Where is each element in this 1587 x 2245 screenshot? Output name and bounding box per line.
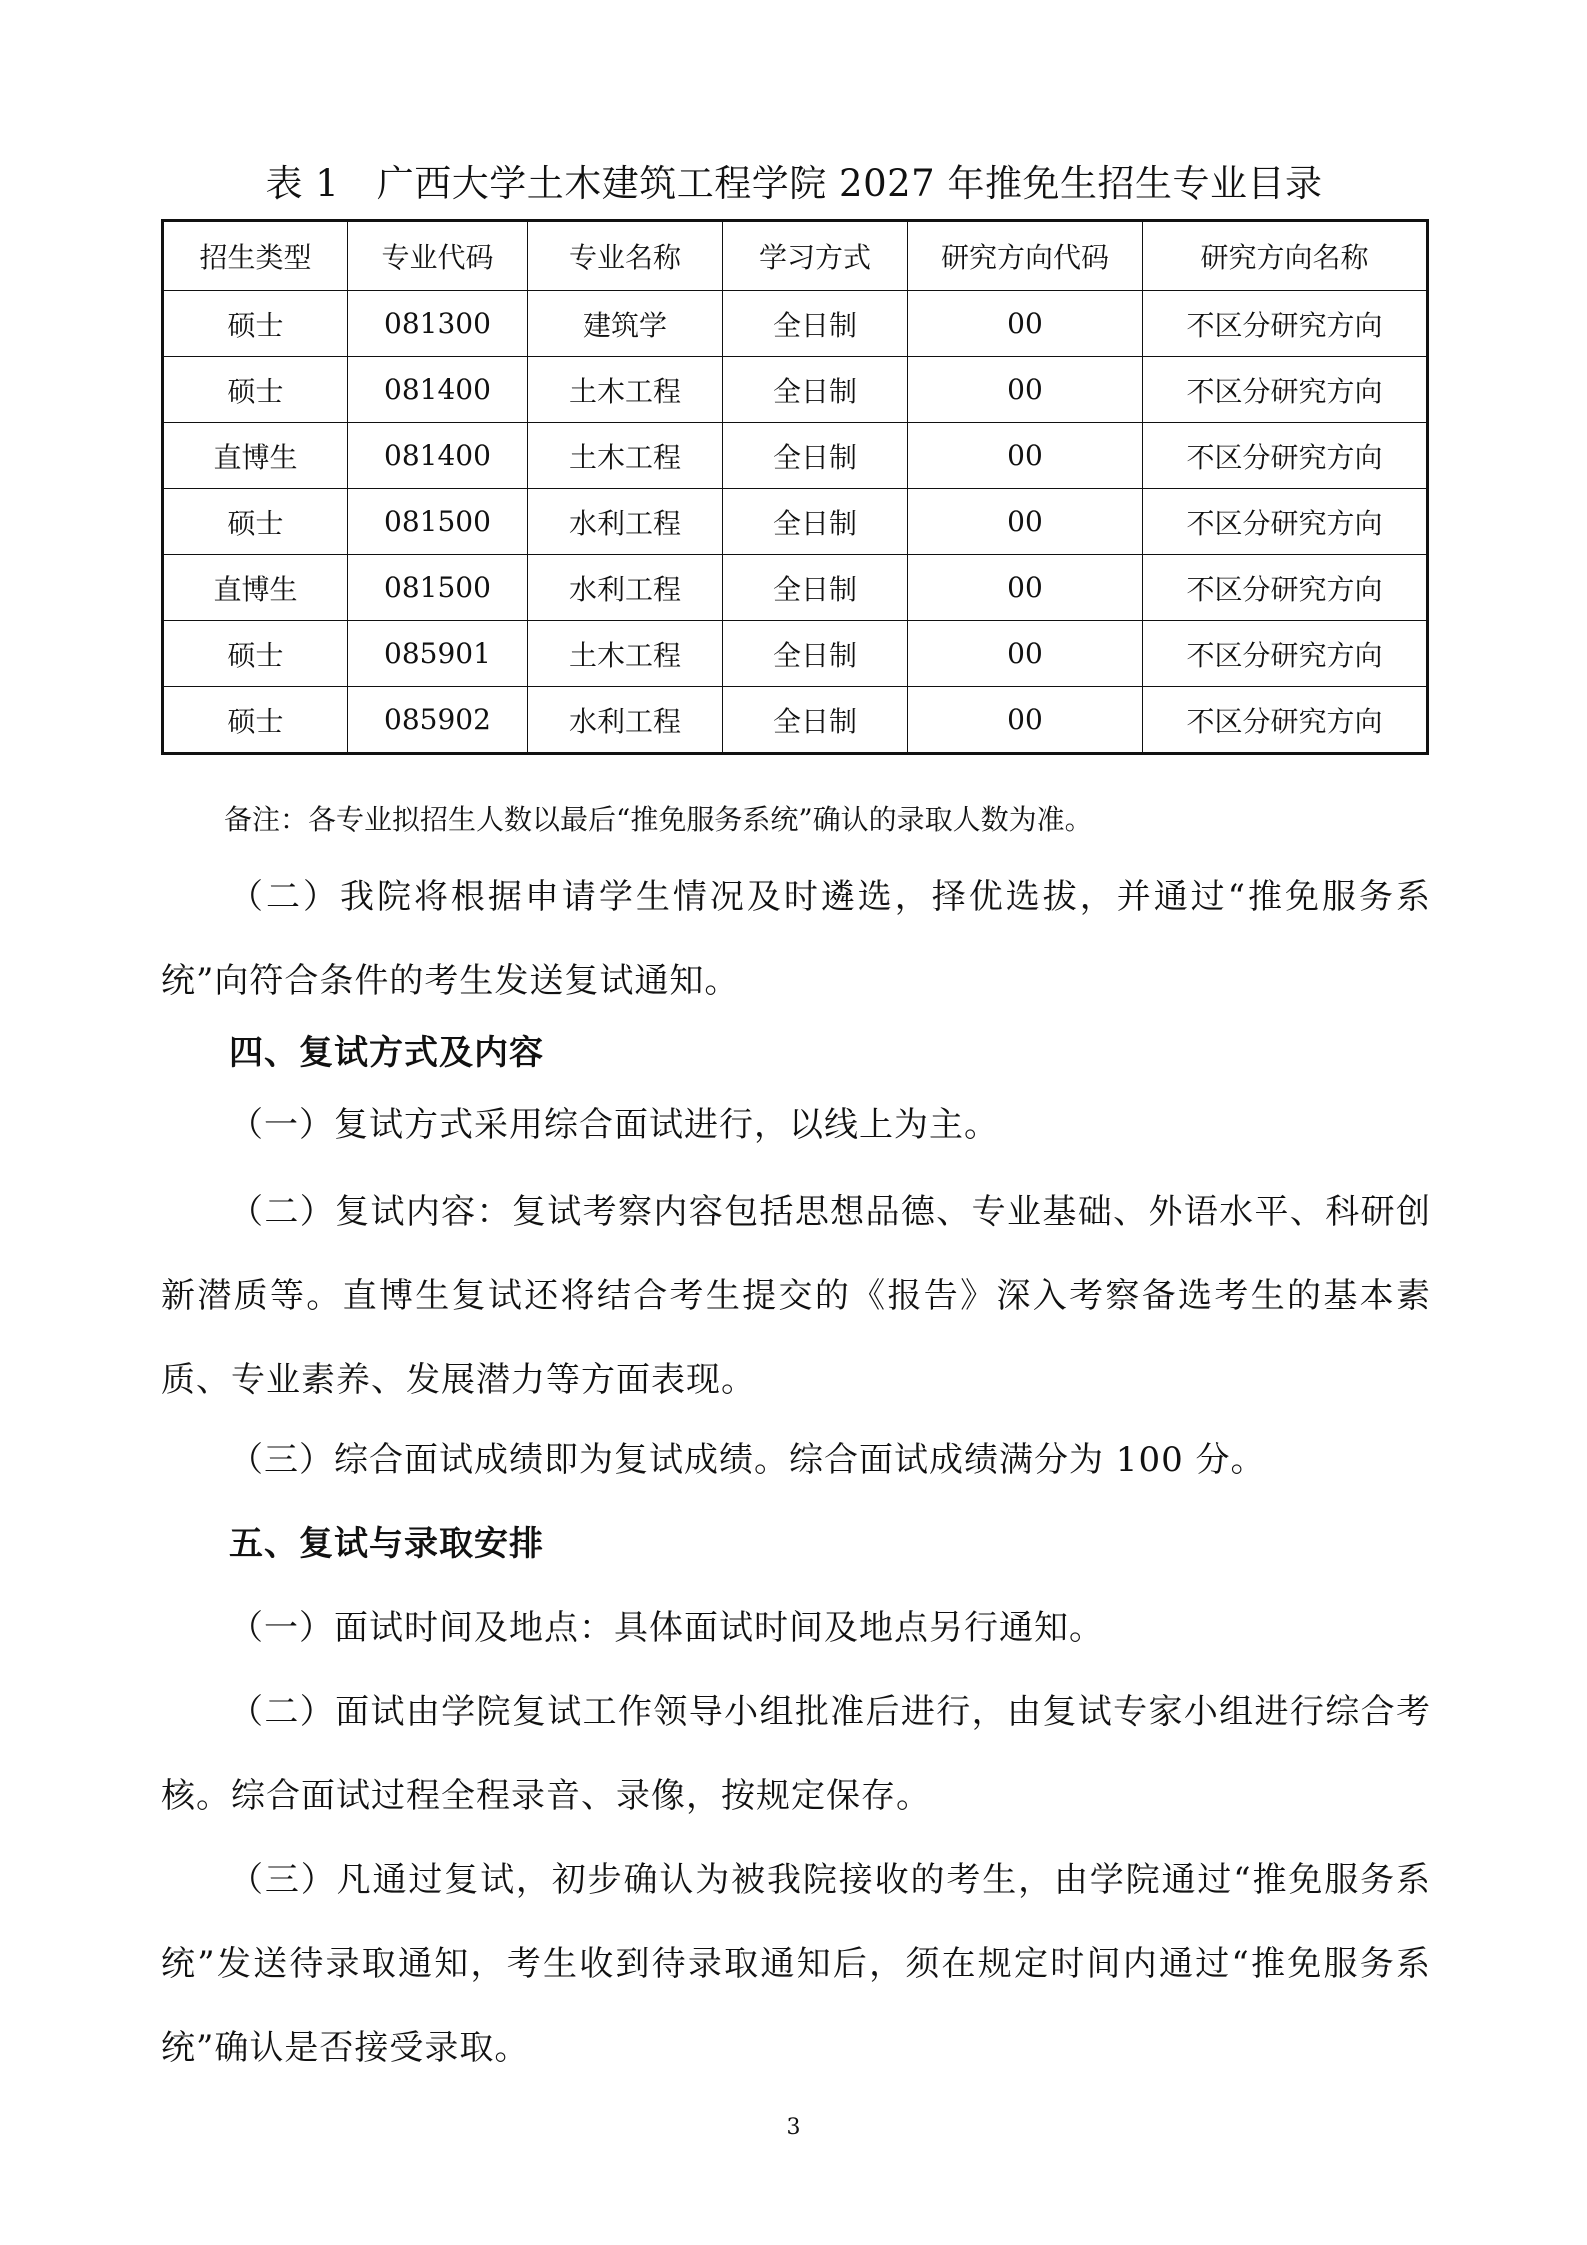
header-research-code: 研究方向代码 [908, 221, 1143, 291]
page-number: 3 [786, 2115, 801, 2140]
cell-study-mode: 全日制 [723, 489, 908, 555]
paragraph-interview-content: （二）复试内容：复试考察内容包括思想品德、专业基础、外语水平、科研创新潜质等。直博生复试还将结合考生提交的《报告》深入考察备选考生的基本素质、专业素养、发展潜力等方面表现。 [161, 1192, 1431, 1400]
cell-research-code: 00 [908, 621, 1143, 687]
cell-study-mode: 全日制 [723, 357, 908, 423]
table-row [163, 555, 1428, 621]
cell-major-code: 085901 [348, 621, 528, 687]
header-major-name: 专业名称 [528, 221, 723, 291]
cell-major-name: 水利工程 [528, 489, 723, 555]
cell-major-name: 建筑学 [528, 291, 723, 357]
table-header-row [163, 221, 1428, 291]
cell-research-code: 00 [908, 357, 1143, 423]
header-study-mode: 学习方式 [723, 221, 908, 291]
cell-research-code: 00 [908, 555, 1143, 621]
cell-research-name: 不区分研究方向 [1143, 291, 1428, 357]
table-title: 表 1 广西大学土木建筑工程学院 2027 年推免生招生专业目录 [265, 162, 1323, 205]
cell-research-name: 不区分研究方向 [1143, 423, 1428, 489]
paragraph-interview-time-place: （一）面试时间及地点：具体面试时间及地点另行通知。 [229, 1608, 1104, 1648]
cell-enrollment-type: 硕士 [163, 621, 348, 687]
table-note: 备注：各专业拟招生人数以最后“推免服务系统”确认的录取人数为准。 [224, 803, 1093, 836]
table-row [163, 489, 1428, 555]
paragraph-screening: （二）我院将根据申请学生情况及时遴选，择优选拔，并通过“推免服务系统”向符合条件的考生发送复试通知。 [161, 877, 1431, 1001]
cell-major-code: 081400 [348, 357, 528, 423]
cell-study-mode: 全日制 [723, 621, 908, 687]
cell-study-mode: 全日制 [723, 555, 908, 621]
cell-research-name: 不区分研究方向 [1143, 555, 1428, 621]
cell-major-name: 土木工程 [528, 621, 723, 687]
cell-research-code: 00 [908, 423, 1143, 489]
cell-major-code: 081400 [348, 423, 528, 489]
paragraph-admission-confirmation: （三）凡通过复试，初步确认为被我院接收的考生，由学院通过“推免服务系统”发送待录取通知，考生收到待录取通知后，须在规定时间内通过“推免服务系统”确认是否接受录取。 [161, 1860, 1431, 2068]
paragraph-interview-procedure: （二）面试由学院复试工作领导小组批准后进行，由复试专家小组进行综合考核。综合面试过程全程录音、录像，按规定保存。 [161, 1692, 1431, 1816]
cell-major-code: 081300 [348, 291, 528, 357]
table-row [163, 357, 1428, 423]
table-row [163, 423, 1428, 489]
cell-major-name: 土木工程 [528, 357, 723, 423]
cell-research-code: 00 [908, 687, 1143, 754]
table-row [163, 621, 1428, 687]
cell-research-name: 不区分研究方向 [1143, 489, 1428, 555]
table-row [163, 291, 1428, 357]
cell-study-mode: 全日制 [723, 291, 908, 357]
table-row [163, 687, 1428, 754]
cell-major-code: 081500 [348, 555, 528, 621]
cell-enrollment-type: 直博生 [163, 423, 348, 489]
header-research-name: 研究方向名称 [1143, 221, 1428, 291]
cell-study-mode: 全日制 [723, 423, 908, 489]
cell-research-name: 不区分研究方向 [1143, 621, 1428, 687]
cell-enrollment-type: 硕士 [163, 687, 348, 754]
section-heading-interview-method: 四、复试方式及内容 [229, 1033, 544, 1073]
header-major-code: 专业代码 [348, 221, 528, 291]
cell-major-code: 081500 [348, 489, 528, 555]
paragraph-interview-score: （三）综合面试成绩即为复试成绩。综合面试成绩满分为 100 分。 [229, 1440, 1266, 1480]
cell-research-name: 不区分研究方向 [1143, 357, 1428, 423]
cell-major-name: 水利工程 [528, 555, 723, 621]
cell-enrollment-type: 硕士 [163, 357, 348, 423]
cell-major-name: 水利工程 [528, 687, 723, 754]
cell-research-code: 00 [908, 489, 1143, 555]
cell-enrollment-type: 直博生 [163, 555, 348, 621]
cell-research-code: 00 [908, 291, 1143, 357]
header-enrollment-type: 招生类型 [163, 221, 348, 291]
cell-major-name: 土木工程 [528, 423, 723, 489]
cell-research-name: 不区分研究方向 [1143, 687, 1428, 754]
paragraph-interview-format: （一）复试方式采用综合面试进行，以线上为主。 [229, 1105, 999, 1145]
cell-study-mode: 全日制 [723, 687, 908, 754]
cell-major-code: 085902 [348, 687, 528, 754]
section-heading-admission-arrangement: 五、复试与录取安排 [229, 1524, 544, 1564]
cell-enrollment-type: 硕士 [163, 489, 348, 555]
cell-enrollment-type: 硕士 [163, 291, 348, 357]
enrollment-catalog-table [161, 219, 1429, 755]
